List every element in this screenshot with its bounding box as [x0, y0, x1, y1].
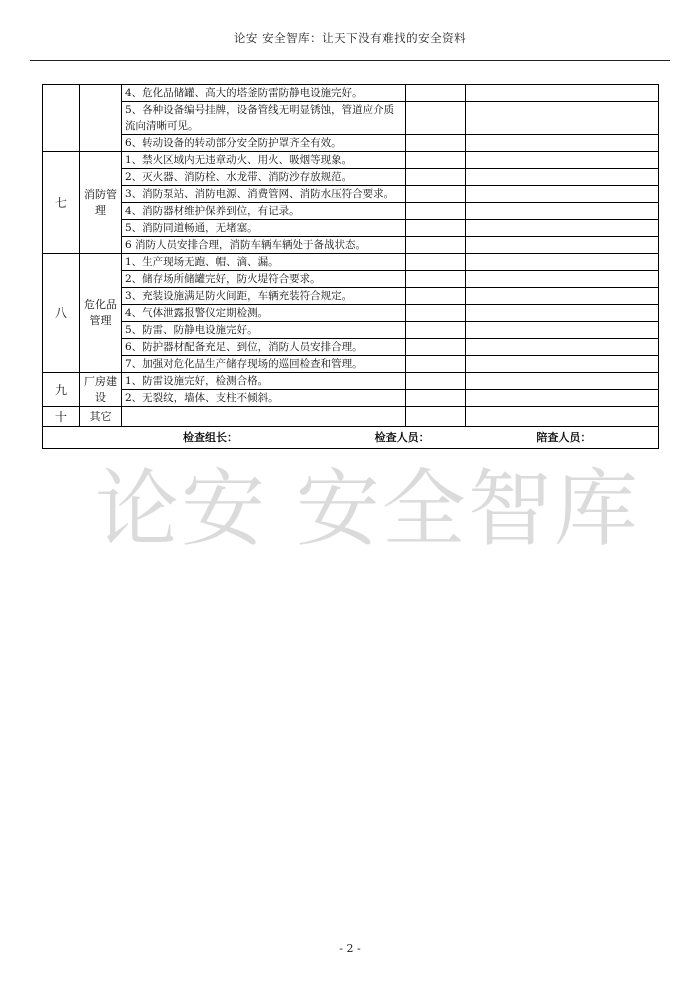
table-row: [43, 85, 659, 102]
check-item: 6、转动设备的转动部分安全防护罩齐全有效。: [122, 135, 406, 152]
check-item: 5、防雷、防静电设施完好。: [122, 322, 406, 339]
result-cell: [406, 288, 466, 305]
result-cell: [406, 237, 466, 254]
table-row: [43, 254, 659, 271]
table-row: [43, 169, 659, 186]
result-cell: [406, 407, 466, 427]
table-row: [43, 102, 659, 135]
result-cell: [406, 254, 466, 271]
table-row: [43, 203, 659, 220]
result-cell: [406, 339, 466, 356]
result-cell: [406, 152, 466, 169]
result-cell: [406, 390, 466, 407]
remark-cell: [466, 356, 659, 373]
result-cell: [406, 220, 466, 237]
result-cell: [406, 203, 466, 220]
remark-cell: [466, 85, 659, 102]
remark-cell: [466, 322, 659, 339]
check-item: 4、消防器材维护保养到位，有记录。: [122, 203, 406, 220]
section-category: 消防管理: [80, 152, 122, 254]
check-item: 3、充装设施满足防火间距，车辆充装符合规定。: [122, 288, 406, 305]
section-number: 七: [43, 152, 80, 254]
remark-cell: [466, 203, 659, 220]
remark-cell: [466, 373, 659, 390]
signature-row: [43, 427, 659, 449]
remark-cell: [466, 102, 659, 135]
check-item: 2、储存场所储罐完好，防火堤符合要求。: [122, 271, 406, 288]
result-cell: [406, 373, 466, 390]
table-row: [43, 288, 659, 305]
check-item: 2、无裂纹，墙体、支柱不倾斜。: [122, 390, 406, 407]
table-row: [43, 305, 659, 322]
remark-cell: [466, 220, 659, 237]
remark-cell: [466, 339, 659, 356]
check-item: 3、消防泵站、消防电源、消费管网、消防水压符合要求。: [122, 186, 406, 203]
remark-cell: [466, 169, 659, 186]
check-item: 7、加强对危化品生产储存现场的巡回检查和管理。: [122, 356, 406, 373]
check-item: 5、各种设备编号挂牌，设备管线无明显锈蚀，管道应介质流向清晰可见。: [122, 102, 406, 135]
table-row: [43, 152, 659, 169]
check-item: 1、生产现场无跑、帽、滴、漏。: [122, 254, 406, 271]
remark-cell: [466, 305, 659, 322]
check-item: 4、气体泄露报警仪定期检测。: [122, 305, 406, 322]
check-item: [122, 407, 406, 427]
result-cell: [406, 169, 466, 186]
watermark: 论安 安全智库: [95, 460, 640, 558]
section-number: 十: [43, 407, 80, 427]
result-cell: [406, 186, 466, 203]
check-item: 1、禁火区域内无违章动火、用火、吸烟等现象。: [122, 152, 406, 169]
inspection-table: [42, 84, 659, 449]
table-row: [43, 407, 659, 427]
remark-cell: [466, 186, 659, 203]
remark-cell: [466, 237, 659, 254]
remark-cell: [466, 407, 659, 427]
result-cell: [406, 322, 466, 339]
table-row: [43, 356, 659, 373]
result-cell: [406, 135, 466, 152]
section-category: 厂房建设: [80, 373, 122, 407]
result-cell: [406, 85, 466, 102]
section-category: [80, 85, 122, 152]
result-cell: [406, 271, 466, 288]
accompany-signature-label: 陪查人员：: [536, 430, 592, 444]
remark-cell: [466, 135, 659, 152]
result-cell: [406, 102, 466, 135]
remark-cell: [466, 288, 659, 305]
signature-cell: [43, 427, 659, 449]
table-row: [43, 322, 659, 339]
check-item: 5、消防同道畅通，无堵塞。: [122, 220, 406, 237]
remark-cell: [466, 254, 659, 271]
leader-signature-label: 检查组长：: [183, 430, 238, 444]
remark-cell: [466, 390, 659, 407]
check-item: 6 消防人员安排合理，消防车辆车辆处于备战状态。: [122, 237, 406, 254]
table-row: [43, 220, 659, 237]
table-row: [43, 135, 659, 152]
section-number: [43, 85, 80, 152]
section-number: 九: [43, 373, 80, 407]
result-cell: [406, 305, 466, 322]
section-category: 其它: [80, 407, 122, 427]
section-category: 危化品管理: [80, 254, 122, 373]
table-row: [43, 373, 659, 390]
header-rule: [30, 60, 670, 61]
check-item: 6、防护器材配备充足、到位，消防人员安排合理。: [122, 339, 406, 356]
page-header: 论安 安全智库：让天下没有难找的安全资料: [233, 31, 467, 45]
section-number: 八: [43, 254, 80, 373]
check-item: 2、灭火器、消防栓、水龙带、消防沙存放规范。: [122, 169, 406, 186]
result-cell: [406, 356, 466, 373]
table-row: [43, 271, 659, 288]
page-number: - 2 -: [339, 942, 361, 955]
inspector-signature-label: 检查人员：: [374, 430, 430, 444]
table-row: [43, 186, 659, 203]
remark-cell: [466, 152, 659, 169]
check-item: 4、危化品储罐、高大的塔釜防雷防静电设施完好。: [122, 85, 406, 102]
remark-cell: [466, 271, 659, 288]
table-row: [43, 390, 659, 407]
table-row: [43, 339, 659, 356]
table-row: [43, 237, 659, 254]
check-item: 1、防雷设施完好，检测合格。: [122, 373, 406, 390]
